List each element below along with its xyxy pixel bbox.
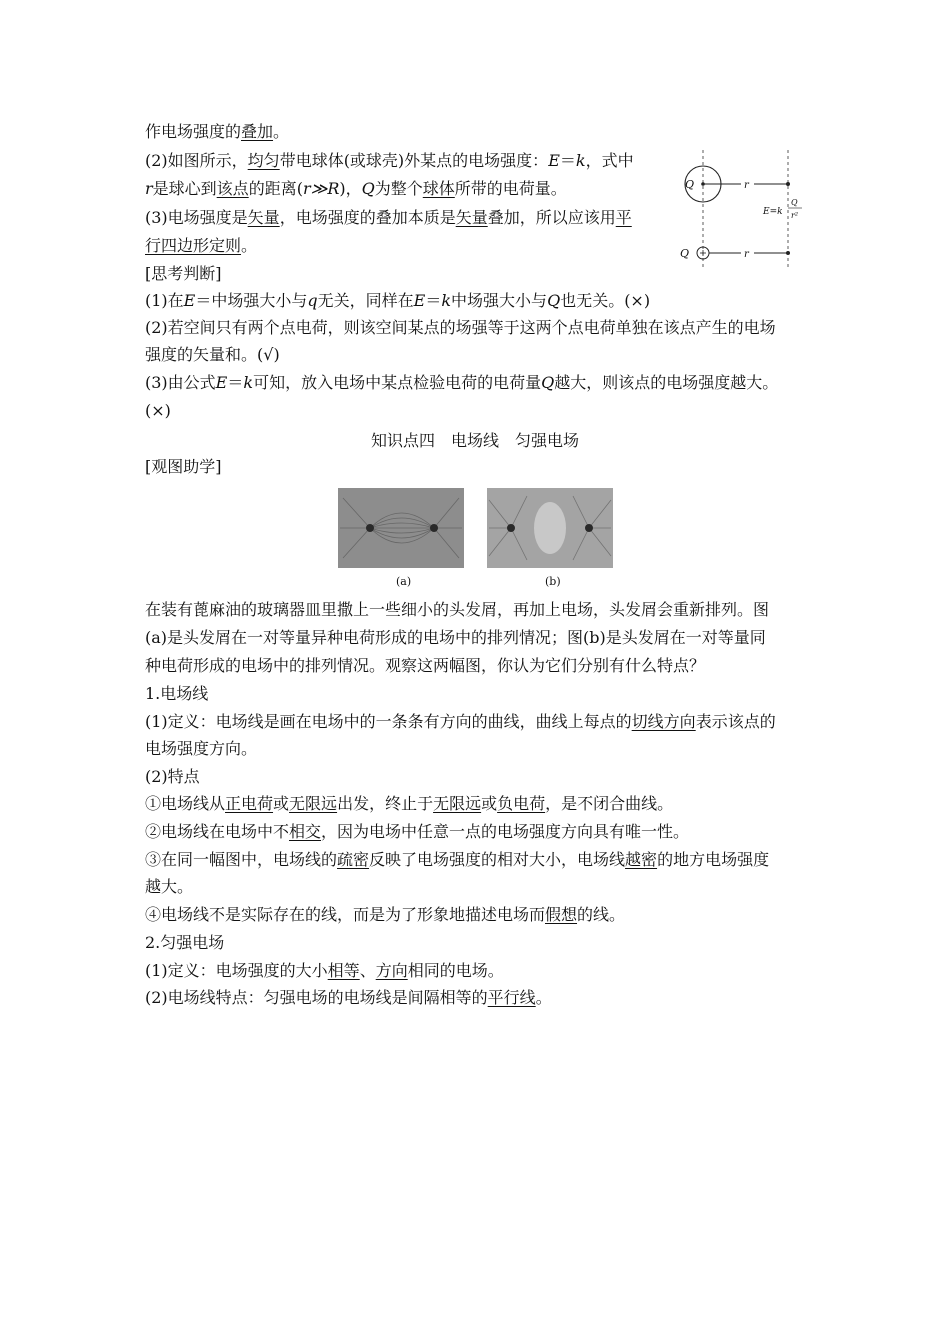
text-line	[145, 290, 650, 312]
text: ＝	[559, 151, 576, 170]
underlined-term: 相交	[289, 822, 322, 841]
text-line	[145, 372, 778, 394]
subheading: 2.匀强电场	[145, 933, 225, 952]
text-line: 强度的矢量和。(√)	[145, 345, 280, 364]
text: 的距离(	[248, 179, 303, 198]
symbol: q	[307, 291, 318, 310]
text-line	[145, 821, 689, 843]
underlined-term: 平	[615, 208, 632, 227]
text: 。	[273, 122, 290, 141]
symbol: Q	[547, 291, 561, 310]
underlined-term: 矢量	[247, 208, 280, 227]
text-line	[145, 849, 769, 871]
text: 、	[359, 961, 376, 980]
text: )，	[339, 179, 362, 198]
text: (1)在	[145, 291, 184, 310]
symbol: Q	[541, 373, 555, 392]
text-line	[145, 207, 632, 229]
text: ③在同一幅图中，电场线的	[145, 850, 338, 869]
underlined-term: 无限远	[433, 794, 482, 813]
text: ①电场线从	[145, 794, 226, 813]
text: ，是不闭合曲线。	[545, 794, 674, 813]
field-point-top	[786, 182, 790, 186]
text: 是球心到	[152, 179, 217, 198]
section-label: [观图助学]	[145, 457, 222, 476]
text: 出发，终止于	[337, 794, 434, 813]
text-line	[145, 987, 552, 1009]
symbol: k	[441, 291, 452, 310]
text: ④电场线不是实际存在的线，而是为了形象地描述电场而	[145, 905, 546, 924]
text: (1)定义：电场强度的大小	[145, 961, 328, 980]
text: 的地方电场强度	[657, 850, 770, 869]
underlined-term: 无限远	[289, 794, 338, 813]
text: (2)电场线特点：匀强电场的电场线是间隔相等的	[145, 988, 488, 1007]
text: 作电场强度的	[145, 122, 242, 141]
text: ＝中场强大小与	[195, 291, 308, 310]
underlined-term: 行四边形定则	[145, 236, 242, 255]
figure-caption-a: (a)	[396, 575, 412, 588]
text: 表示该点的	[695, 712, 776, 731]
text: 无关，同样在	[317, 291, 414, 310]
text-line: 种电荷形成的电场中的排列情况。观察这两幅图，你认为它们分别有什么特点？	[145, 656, 706, 675]
text-line	[145, 121, 289, 143]
underlined-term: 平行线	[487, 988, 536, 1007]
text: 可知，放入电场中某点检验电荷的电荷量	[253, 373, 542, 392]
subheading: 1.电场线	[145, 684, 209, 703]
symbol: r	[145, 179, 153, 198]
text: ②电场线在电场中不	[145, 822, 290, 841]
text: 中场强大小与	[451, 291, 548, 310]
text: ，因为电场中任意一点的电场强度方向具有唯一性。	[321, 822, 690, 841]
text: 也无关。(×)	[560, 291, 651, 310]
text-line: 在装有蓖麻油的玻璃器皿里撒上一些细小的头发屑，再加上电场，头发屑会重新排列。图	[145, 600, 770, 619]
text-line: 电场强度方向。	[145, 739, 258, 758]
text: (1)定义：电场线是画在电场中的一条条有方向的曲线，曲线上每点的	[145, 712, 632, 731]
radius-label-bottom: r	[744, 249, 749, 260]
text: 所带的电荷量。	[454, 179, 567, 198]
symbol: E	[183, 291, 196, 310]
symbol: r≫R	[302, 179, 340, 198]
underlined-term: 矢量	[455, 208, 488, 227]
text-line: (2)若空间只有两个点电荷，则该空间某点的场强等于这两个点电荷单独在该点产生的电场	[145, 318, 776, 337]
section-title: 知识点四 电场线 匀强电场	[370, 431, 579, 450]
text: 为整个	[374, 179, 423, 198]
text: 或	[273, 794, 290, 813]
underlined-term: 球体	[422, 179, 455, 198]
text-line: (2)特点	[145, 767, 200, 786]
text-line: 越大。	[145, 877, 194, 896]
text: 相同的电场。	[407, 961, 504, 980]
text: 带电球体(或球壳)外某点的电场强度：	[279, 151, 549, 170]
field-photo-a	[338, 488, 464, 568]
radius-label-top: r	[744, 180, 749, 191]
text: (3)电场强度是	[145, 208, 248, 227]
text: 或	[481, 794, 498, 813]
text: 的线。	[577, 905, 626, 924]
underlined-term: 疏密	[337, 850, 370, 869]
point-charge-label: Q	[680, 247, 690, 260]
formula-denominator: r²	[791, 211, 799, 220]
text: 越大，则该点的电场强度越大。	[554, 373, 779, 392]
underlined-term: 越密	[625, 850, 658, 869]
underlined-term: 正电荷	[225, 794, 274, 813]
symbol: Q	[361, 179, 375, 198]
charged-sphere-diagram	[666, 150, 816, 270]
text: ，电场强度的叠加本质是	[279, 208, 456, 227]
text: ＝	[227, 373, 244, 392]
formula-numerator: Q	[791, 198, 798, 207]
text: 反映了电场强度的相对大小，电场线	[369, 850, 626, 869]
text: 叠加，所以应该用	[487, 208, 616, 227]
formula-lhs: E=k	[763, 207, 783, 217]
field-photo-b	[487, 488, 613, 568]
text-line: (×)	[145, 401, 171, 420]
underlined-term: 相等	[327, 961, 360, 980]
text-line	[145, 178, 567, 200]
text-line	[145, 235, 257, 257]
text: 。	[241, 236, 258, 255]
text: 。	[535, 988, 552, 1007]
text-line	[145, 960, 504, 982]
text: ＝	[425, 291, 442, 310]
underlined-term: 切线方向	[631, 712, 696, 731]
symbol: k	[243, 373, 254, 392]
symbol: k	[575, 151, 586, 170]
text-line: (a)是头发屑在一对等量异种电荷形成的电场中的排列情况；图(b)是头发屑在一对等量同	[145, 628, 766, 647]
text-line	[145, 793, 673, 815]
underlined-term: 假想	[545, 905, 578, 924]
underlined-term: 叠加	[241, 122, 274, 141]
text-line	[145, 904, 625, 926]
text: (3)由公式	[145, 373, 216, 392]
text: (2)如图所示，	[145, 151, 248, 170]
symbol: E	[548, 151, 560, 170]
underlined-term: 负电荷	[497, 794, 546, 813]
figure-caption-b: (b)	[545, 575, 561, 588]
text: ，式中	[585, 151, 634, 170]
symbol: E	[215, 373, 228, 392]
symbol: E	[413, 291, 426, 310]
text-line	[145, 150, 634, 172]
underlined-term: 方向	[375, 961, 408, 980]
field-point-bottom	[786, 251, 790, 255]
sphere-charge-label: Q	[685, 178, 695, 191]
text-line	[145, 711, 776, 733]
underlined-term: 均匀	[247, 151, 280, 170]
section-label: [思考判断]	[145, 264, 222, 283]
underlined-term: 该点	[216, 179, 249, 198]
